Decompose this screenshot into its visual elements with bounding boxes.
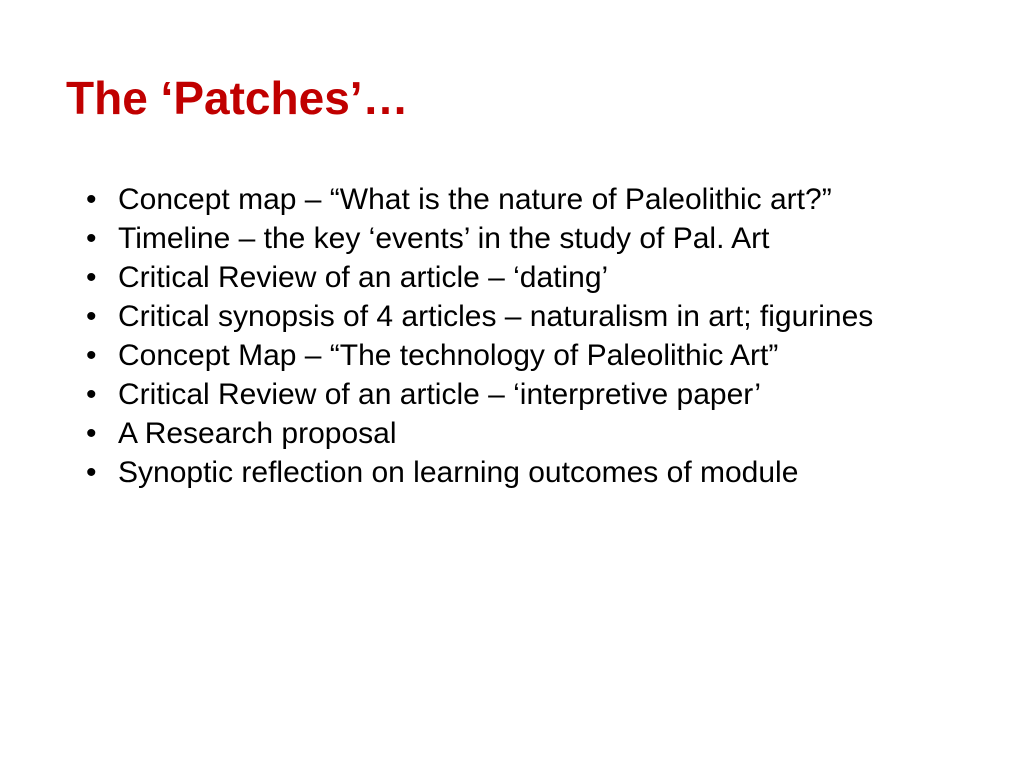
bullet-text: Critical Review of an article – ‘dating’: [118, 261, 609, 294]
bullet-marker: •: [86, 300, 97, 333]
bullet-marker: •: [86, 378, 97, 411]
list-item: [86, 183, 986, 216]
bullet-text: Critical synopsis of 4 articles – naturalism in art; figurines: [118, 300, 874, 333]
bullet-text: Concept map – “What is the nature of Paleolithic art?”: [118, 183, 832, 216]
bullet-marker: •: [86, 183, 97, 216]
bullet-text: A Research proposal: [118, 417, 397, 450]
bullet-marker: •: [86, 417, 97, 450]
bullet-text: Concept Map – “The technology of Paleolithic Art”: [118, 339, 779, 372]
list-item: [86, 261, 986, 294]
bullet-text: Timeline – the key ‘events’ in the study of Pal. Art: [118, 222, 770, 255]
bullet-marker: •: [86, 456, 97, 489]
bullet-text: Synoptic reflection on learning outcomes of module: [118, 456, 799, 489]
list-item: [86, 378, 986, 411]
bullet-marker: •: [86, 339, 97, 372]
bullet-text: Critical Review of an article – ‘interpretive paper’: [118, 378, 762, 411]
bullet-marker: •: [86, 261, 97, 294]
slide-title: The ‘Patches’…: [66, 72, 409, 124]
list-item: [86, 456, 986, 489]
list-item: [86, 339, 986, 372]
bullet-list: [86, 183, 986, 495]
list-item: [86, 417, 986, 450]
list-item: [86, 300, 986, 333]
list-item: [86, 222, 986, 255]
bullet-marker: •: [86, 222, 97, 255]
